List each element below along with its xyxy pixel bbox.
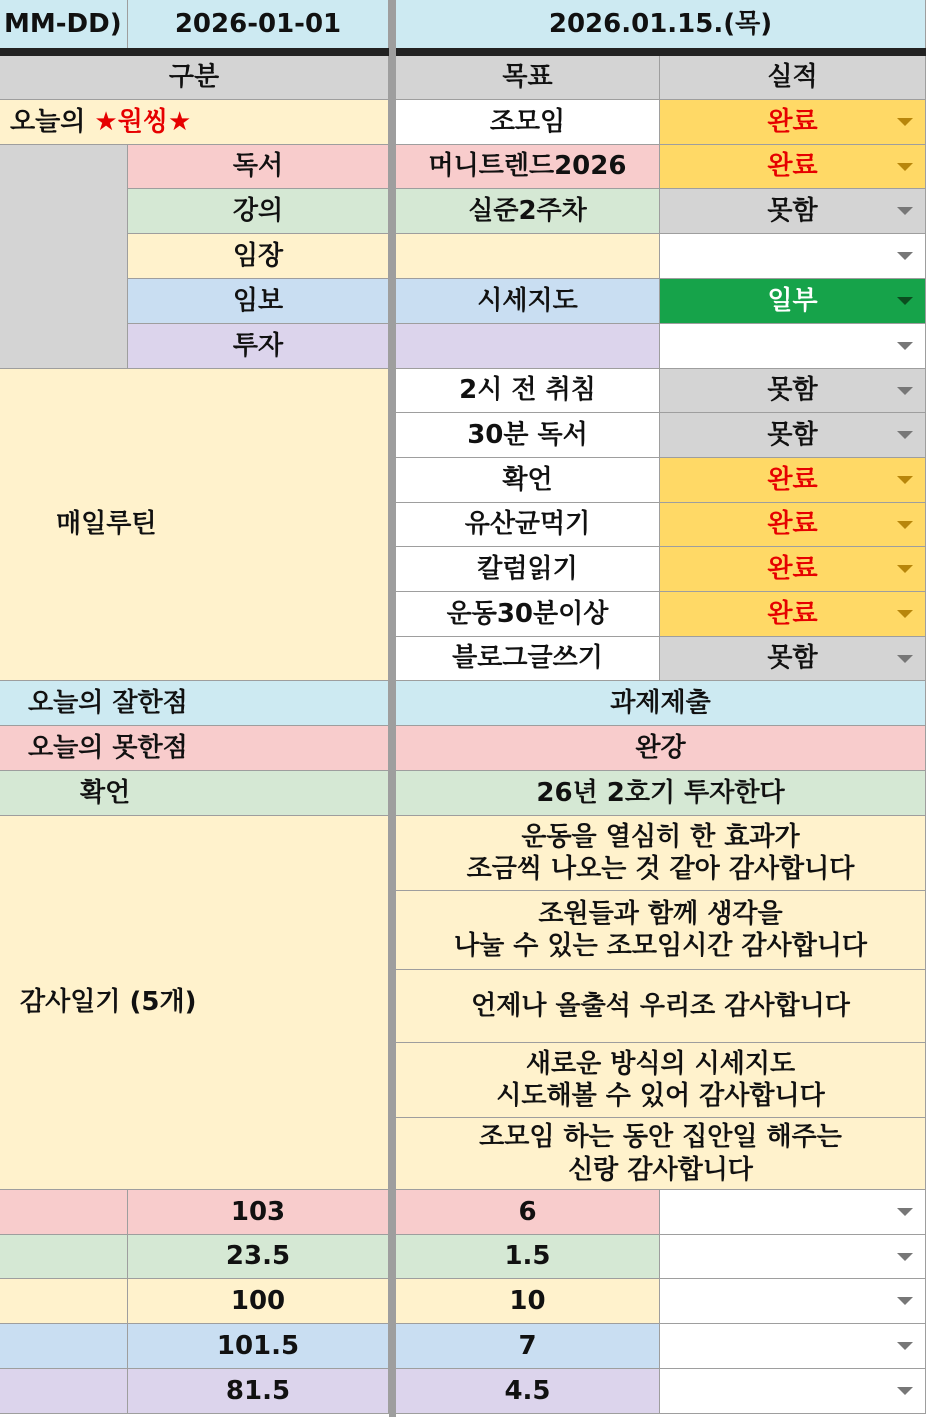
- routine-goal-probiotics[interactable]: 유산균먹기: [396, 503, 660, 547]
- affirmation-value[interactable]: 26년 2호기 투자한다: [396, 771, 926, 816]
- current-date-cell[interactable]: 2026.01.15.(목): [396, 0, 926, 49]
- gratitude-line: 조원들과 함께 생각을: [538, 898, 783, 929]
- dropdown-arrow-icon: [897, 476, 913, 484]
- dropdown-arrow-icon: [897, 431, 913, 439]
- dropdown-arrow-icon: [897, 252, 913, 260]
- result-value: 완료: [767, 598, 818, 629]
- bad-point-label[interactable]: 오늘의 못한점: [0, 726, 389, 771]
- routine-goal-sleep[interactable]: 2시 전 취침: [396, 369, 660, 413]
- activity-label-report[interactable]: 임보: [128, 279, 389, 324]
- one-thing-highlight: ★원씽★: [94, 106, 192, 137]
- dropdown-arrow-icon: [897, 1342, 913, 1350]
- gratitude-line: 나눌 수 있는 조모임시간 감사합니다: [454, 931, 867, 961]
- activity-label-site-visit[interactable]: 임장: [128, 234, 389, 279]
- total-report-dropdown[interactable]: [660, 1324, 926, 1369]
- result-value: 완료: [767, 464, 818, 495]
- result-value: 완료: [767, 151, 818, 182]
- total-reading-today[interactable]: 6: [396, 1190, 660, 1235]
- good-point-label[interactable]: 오늘의 잘한점: [0, 681, 389, 726]
- gratitude-line: 시도해볼 수 있어 감사합니다: [496, 1081, 825, 1111]
- activity-result-report[interactable]: [660, 279, 926, 324]
- result-value: 못함: [767, 419, 818, 450]
- routine-result-reading[interactable]: [660, 413, 926, 458]
- affirmation-label[interactable]: 확언: [0, 771, 389, 816]
- gratitude-entry[interactable]: [396, 1118, 926, 1190]
- activity-goal-invest[interactable]: [396, 324, 660, 369]
- gratitude-line: 운동을 열심히 한 효과가: [521, 821, 800, 852]
- bad-point-value[interactable]: 완강: [396, 726, 926, 771]
- totals-blank-cell[interactable]: [0, 1369, 128, 1414]
- dropdown-arrow-icon: [897, 163, 913, 171]
- one-thing-prefix: 오늘의: [10, 106, 86, 137]
- activity-goal-report[interactable]: 시세지도: [396, 279, 660, 324]
- dropdown-arrow-icon: [897, 655, 913, 663]
- dropdown-arrow-icon: [897, 610, 913, 618]
- total-lecture-cumulative[interactable]: 23.5: [128, 1235, 389, 1279]
- activity-label-reading[interactable]: 독서: [128, 145, 389, 189]
- result-value: 일부: [767, 285, 818, 316]
- total-site-visit-dropdown[interactable]: [660, 1279, 926, 1324]
- column-header-result[interactable]: 실적: [660, 56, 926, 100]
- gratitude-entry[interactable]: [396, 970, 926, 1043]
- routine-label[interactable]: 매일루틴: [0, 369, 389, 681]
- activity-goal-site-visit[interactable]: [396, 234, 660, 279]
- total-site-visit-cumulative[interactable]: 100: [128, 1279, 389, 1324]
- totals-blank-cell[interactable]: [0, 1235, 128, 1279]
- activity-goal-reading[interactable]: 머니트렌드2026: [396, 145, 660, 189]
- activity-goal-lecture[interactable]: 실준2주차: [396, 189, 660, 234]
- total-reading-cumulative[interactable]: 103: [128, 1190, 389, 1235]
- routine-goal-column[interactable]: 칼럼읽기: [396, 547, 660, 592]
- routine-result-affirmation[interactable]: [660, 458, 926, 503]
- gratitude-line: 조금씩 나오는 것 같아 감사합니다: [466, 854, 855, 884]
- dropdown-arrow-icon: [897, 521, 913, 529]
- result-value: 완료: [767, 553, 818, 584]
- column-header-goal[interactable]: 목표: [396, 56, 660, 100]
- activity-result-reading[interactable]: [660, 145, 926, 189]
- start-date-cell[interactable]: 2026-01-01: [128, 0, 389, 49]
- totals-blank-cell[interactable]: [0, 1190, 128, 1235]
- result-value: 못함: [767, 195, 818, 226]
- total-reading-dropdown[interactable]: [660, 1190, 926, 1235]
- result-value: 완료: [767, 509, 818, 540]
- total-lecture-today[interactable]: 1.5: [396, 1235, 660, 1279]
- dropdown-arrow-icon: [897, 1253, 913, 1261]
- result-value: 못함: [767, 375, 818, 406]
- routine-result-blog[interactable]: [660, 637, 926, 681]
- dropdown-arrow-icon: [897, 1297, 913, 1305]
- routine-result-sleep[interactable]: [660, 369, 926, 413]
- routine-goal-blog[interactable]: 블로그글쓰기: [396, 637, 660, 681]
- routine-goal-exercise[interactable]: 운동30분이상: [396, 592, 660, 637]
- gratitude-label[interactable]: 감사일기 (5개): [0, 816, 389, 1190]
- total-invest-today[interactable]: 4.5: [396, 1369, 660, 1414]
- total-lecture-dropdown[interactable]: [660, 1235, 926, 1279]
- dropdown-arrow-icon: [897, 387, 913, 395]
- result-value: 못함: [767, 643, 818, 674]
- one-thing-result-dropdown[interactable]: [660, 100, 926, 145]
- one-thing-label[interactable]: [0, 100, 389, 145]
- routine-result-exercise[interactable]: [660, 592, 926, 637]
- activity-group-blank[interactable]: [0, 145, 128, 369]
- good-point-value[interactable]: 과제제출: [396, 681, 926, 726]
- dropdown-arrow-icon: [897, 118, 913, 126]
- activity-result-lecture[interactable]: [660, 189, 926, 234]
- dropdown-arrow-icon: [897, 1208, 913, 1216]
- total-report-cumulative[interactable]: 101.5: [128, 1324, 389, 1369]
- routine-goal-affirmation[interactable]: 확언: [396, 458, 660, 503]
- activity-result-site-visit[interactable]: [660, 234, 926, 279]
- dropdown-arrow-icon: [897, 342, 913, 350]
- gratitude-entry[interactable]: [396, 891, 926, 970]
- totals-blank-cell[interactable]: [0, 1324, 128, 1369]
- routine-result-probiotics[interactable]: [660, 503, 926, 547]
- result-value: 완료: [767, 106, 818, 137]
- header-divider: [0, 48, 926, 56]
- dropdown-arrow-icon: [897, 565, 913, 573]
- dropdown-arrow-icon: [897, 207, 913, 215]
- activity-label-lecture[interactable]: 강의: [128, 189, 389, 234]
- gratitude-entry[interactable]: [396, 1043, 926, 1118]
- dropdown-arrow-icon: [897, 1387, 913, 1395]
- gratitude-entry[interactable]: [396, 816, 926, 891]
- activity-result-invest[interactable]: [660, 324, 926, 369]
- one-thing-goal[interactable]: 조모임: [396, 100, 660, 145]
- total-invest-dropdown[interactable]: [660, 1369, 926, 1414]
- activity-label-invest[interactable]: 투자: [128, 324, 389, 369]
- total-invest-cumulative[interactable]: 81.5: [128, 1369, 389, 1414]
- routine-goal-reading[interactable]: 30분 독서: [396, 413, 660, 458]
- total-site-visit-today[interactable]: 10: [396, 1279, 660, 1324]
- dropdown-arrow-icon: [897, 297, 913, 305]
- gratitude-line: 언제나 올출석 우리조 감사합니다: [471, 990, 850, 1021]
- gratitude-line: 조모임 하는 동안 집안일 해주는: [479, 1122, 842, 1152]
- totals-blank-cell[interactable]: [0, 1279, 128, 1324]
- column-header-category[interactable]: 구분: [0, 56, 389, 100]
- total-report-today[interactable]: 7: [396, 1324, 660, 1369]
- frozen-column-divider: [389, 0, 396, 1417]
- routine-result-column[interactable]: [660, 547, 926, 592]
- gratitude-line: 새로운 방식의 시세지도: [525, 1048, 796, 1079]
- date-format-label[interactable]: MM-DD): [0, 0, 128, 49]
- gratitude-line: 신랑 감사합니다: [568, 1154, 753, 1185]
